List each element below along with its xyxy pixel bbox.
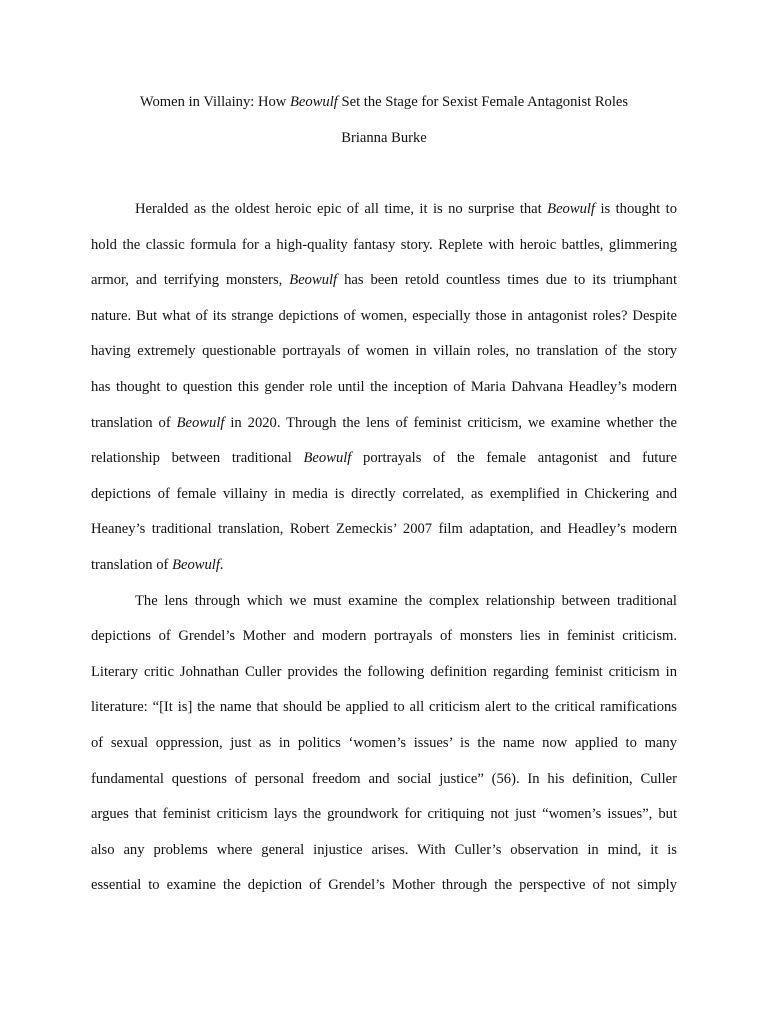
text-line xyxy=(91,662,677,698)
text-line xyxy=(91,626,677,662)
text-segment: translation of xyxy=(91,414,177,431)
text-segment: depictions of female villainy in media is directly correlated, as exemplified in Chickering and xyxy=(91,485,677,502)
text-line xyxy=(91,448,677,484)
paragraph xyxy=(91,591,677,911)
text-line xyxy=(91,591,677,627)
paper-title xyxy=(0,92,768,112)
text-segment: essential to examine the depiction of Grendel’s Mother through the perspective of not simply xyxy=(91,877,677,894)
italic-text: Beowulf xyxy=(303,450,352,467)
text-segment: hold the classic formula for a high-quality fantasy story. Replete with heroic battles, glimmering xyxy=(91,236,677,253)
text-segment: is thought to xyxy=(595,201,678,217)
text-segment: having extremely questionable portrayals of women in villain roles, no translation of the story xyxy=(91,343,677,360)
text-segment: armor, and terrifying monsters, xyxy=(91,272,290,289)
text-line xyxy=(91,555,677,591)
text-segment: translation of xyxy=(91,556,173,573)
text-line xyxy=(91,484,677,520)
text-line xyxy=(91,840,677,876)
text-segment: has been retold countless times due to its triumphant xyxy=(337,272,677,289)
text-line xyxy=(91,875,677,911)
text-segment: in 2020. Through the lens of feminist criticism, we examine whether the xyxy=(224,414,677,431)
text-line xyxy=(91,697,677,733)
text-line xyxy=(91,769,677,805)
italic-text: Beowulf xyxy=(176,414,225,431)
text-segment: has thought to question this gender role until the inception of Maria Dahvana Headley’s modern xyxy=(91,378,677,395)
text-line xyxy=(91,377,677,413)
text-segment: argues that feminist criticism lays the groundwork for critiquing not just “women’s issues”, but xyxy=(91,806,677,823)
document-body xyxy=(91,199,677,911)
text-line xyxy=(91,270,677,306)
italic-text: Beowulf xyxy=(290,94,338,110)
author-name: Brianna Burke xyxy=(341,130,427,146)
text-segment: nature. But what of its strange depictions of women, especially those in antagonist roles? Despite xyxy=(91,307,677,324)
text-segment: Women in Villainy: How xyxy=(139,94,290,110)
text-segment: . xyxy=(219,556,224,573)
text-segment: of sexual oppression, just as in politics ‘women’s issues’ is the name now applied to many xyxy=(91,734,677,751)
text-line xyxy=(91,306,677,342)
text-segment: relationship between traditional xyxy=(91,450,304,467)
text-segment: Heralded as the oldest heroic epic of all time, it is no surprise that xyxy=(135,201,548,217)
italic-text: Beowulf xyxy=(547,201,595,217)
paragraph xyxy=(91,199,677,591)
text-segment: Literary critic Johnathan Culler provides the following definition regarding feminist criticism in xyxy=(91,663,677,680)
text-segment: fundamental questions of personal freedom and social justice” (56). In his definition, Culler xyxy=(91,770,677,787)
italic-text: Beowulf xyxy=(289,272,338,289)
text-segment: literature: “[It is] the name that should be applied to all criticism alert to the critical ramifications xyxy=(91,699,677,716)
italic-text: Beowulf xyxy=(172,556,220,573)
text-segment: portrayals of the female antagonist and future xyxy=(351,450,677,467)
text-segment: Set the Stage for Sexist Female Antagonist Roles xyxy=(337,94,629,110)
text-line xyxy=(91,235,677,271)
text-line xyxy=(91,804,677,840)
text-segment: also any problems where general injustice arises. With Culler’s observation in mind, it is xyxy=(91,841,677,858)
text-line xyxy=(91,519,677,555)
text-segment: Heaney’s traditional translation, Robert Zemeckis’ 2007 film adaptation, and Headley’s modern xyxy=(91,521,677,538)
text-line xyxy=(91,413,677,449)
text-segment: depictions of Grendel’s Mother and modern portrayals of monsters lies in feminist criticism. xyxy=(91,628,677,645)
text-segment: The lens through which we must examine the complex relationship between traditional xyxy=(135,592,677,609)
text-line xyxy=(91,733,677,769)
text-line xyxy=(91,341,677,377)
text-line xyxy=(91,199,677,235)
